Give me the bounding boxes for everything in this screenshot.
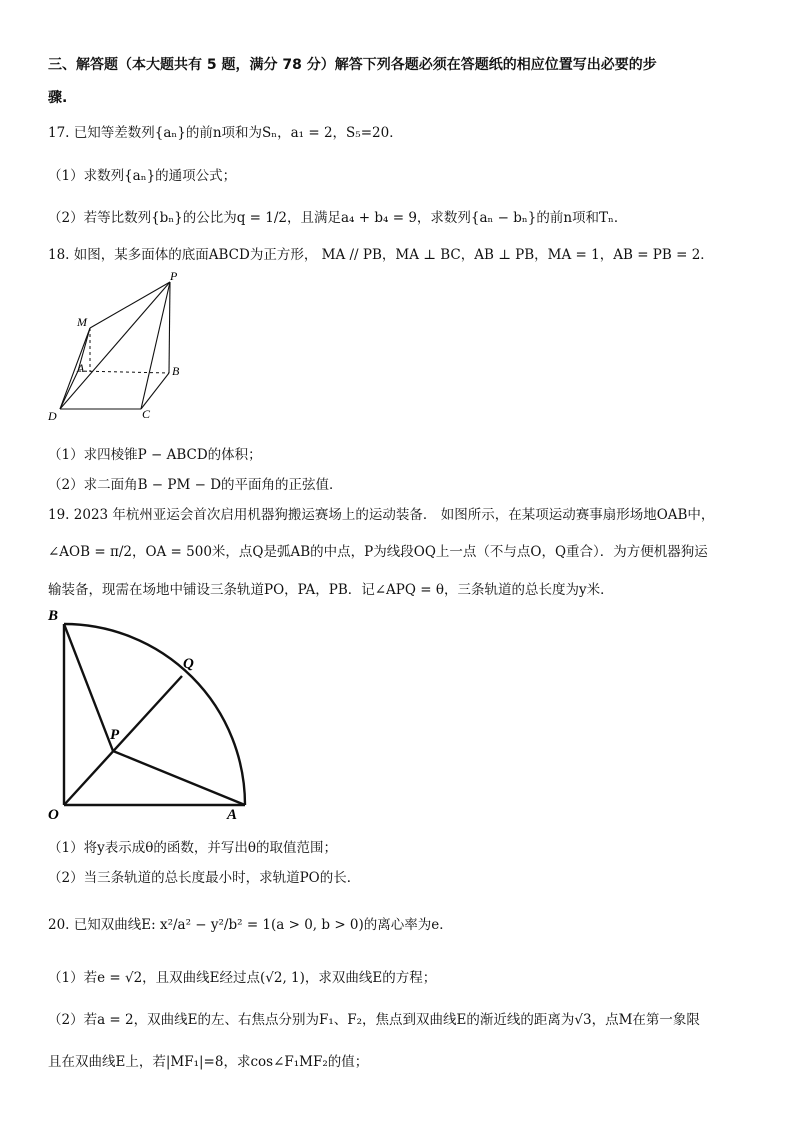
problem-18-stem: 18. 如图，某多面体的底面ABCD为正方形， MA // PB，MA ⊥ BC，AB ⊥ PB，MA = 1，AB = PB = 2． [48, 247, 714, 263]
problem-20-part2-line2: 且在双曲线E上，若|MF₁|=8，求cos∠F₁MF₂的值； [48, 1054, 369, 1070]
label-B: B [48, 608, 59, 624]
label-M: M [77, 315, 87, 329]
label-A: A [77, 361, 85, 375]
section-heading-line2: 骤. [48, 90, 68, 106]
problem-19-stem-line1: 19. 2023 年杭州亚运会首次启用机器狗搬运赛场上的运动装备． 如图所示，在某项运动赛事扇形场地OAB中， [48, 507, 715, 523]
problem-20-part2-line1: （2）若a = 2，双曲线E的左、右焦点分别为F₁、F₂，焦点到双曲线E的渐近线的距离为√3，点M在第一象限 [48, 1012, 700, 1028]
problem-17-stem: 17. 已知等差数列{aₙ}的前n项和为Sₙ，a₁ = 2，S₅=20． [48, 125, 403, 141]
problem-20-stem: 20. 已知双曲线E: x²/a² − y²/b² = 1(a > 0, b > 0)的离心率为e． [48, 917, 453, 933]
label-A: A [227, 807, 238, 823]
problem-18-part2: （2）求二面角B − PM − D的平面角的正弦值． [48, 477, 343, 493]
label-O: O [48, 807, 59, 823]
problem-19-stem-line2: ∠AOB = π/2，OA = 500米，点Q是弧AB的中点，P为线段OQ上一点（不与点O，Q重合）．为方便机器狗运 [48, 544, 708, 560]
problem-18-figure [44, 268, 204, 428]
problem-19-stem-line3: 输装备，现需在场地中铺设三条轨道PO，PA，PB．记∠APQ = θ，三条轨道的总长度为y米． [48, 582, 614, 598]
problem-17-part1: （1）求数列{aₙ}的通项公式； [48, 168, 237, 184]
label-C: C [142, 407, 151, 421]
section-heading-line1: 三、解答题（本大题共有 5 题，满分 78 分）解答下列各题必须在答题纸的相应位置写出必要的步 [48, 57, 657, 73]
label-B: B [172, 364, 180, 378]
problem-20-part1: （1）若e = √2，且双曲线E经过点(√2, 1)，求双曲线E的方程； [48, 970, 437, 986]
label-P: P [170, 269, 178, 283]
problem-19-part2: （2）当三条轨道的总长度最小时，求轨道PO的长． [48, 870, 361, 886]
problem-19-figure [40, 598, 250, 823]
problem-17-part2: （2）若等比数列{bₙ}的公比为q = 1/2，且满足a₄ + b₄ = 9，求数列{aₙ − bₙ}的前n项和Tₙ． [48, 210, 628, 226]
label-D: D [48, 409, 57, 423]
problem-19-part1: （1）将y表示成θ的函数，并写出θ的取值范围； [48, 840, 337, 856]
problem-18-part1: （1）求四棱锥P − ABCD的体积； [48, 447, 262, 463]
label-P: P [110, 727, 120, 743]
label-Q: Q [183, 656, 194, 672]
